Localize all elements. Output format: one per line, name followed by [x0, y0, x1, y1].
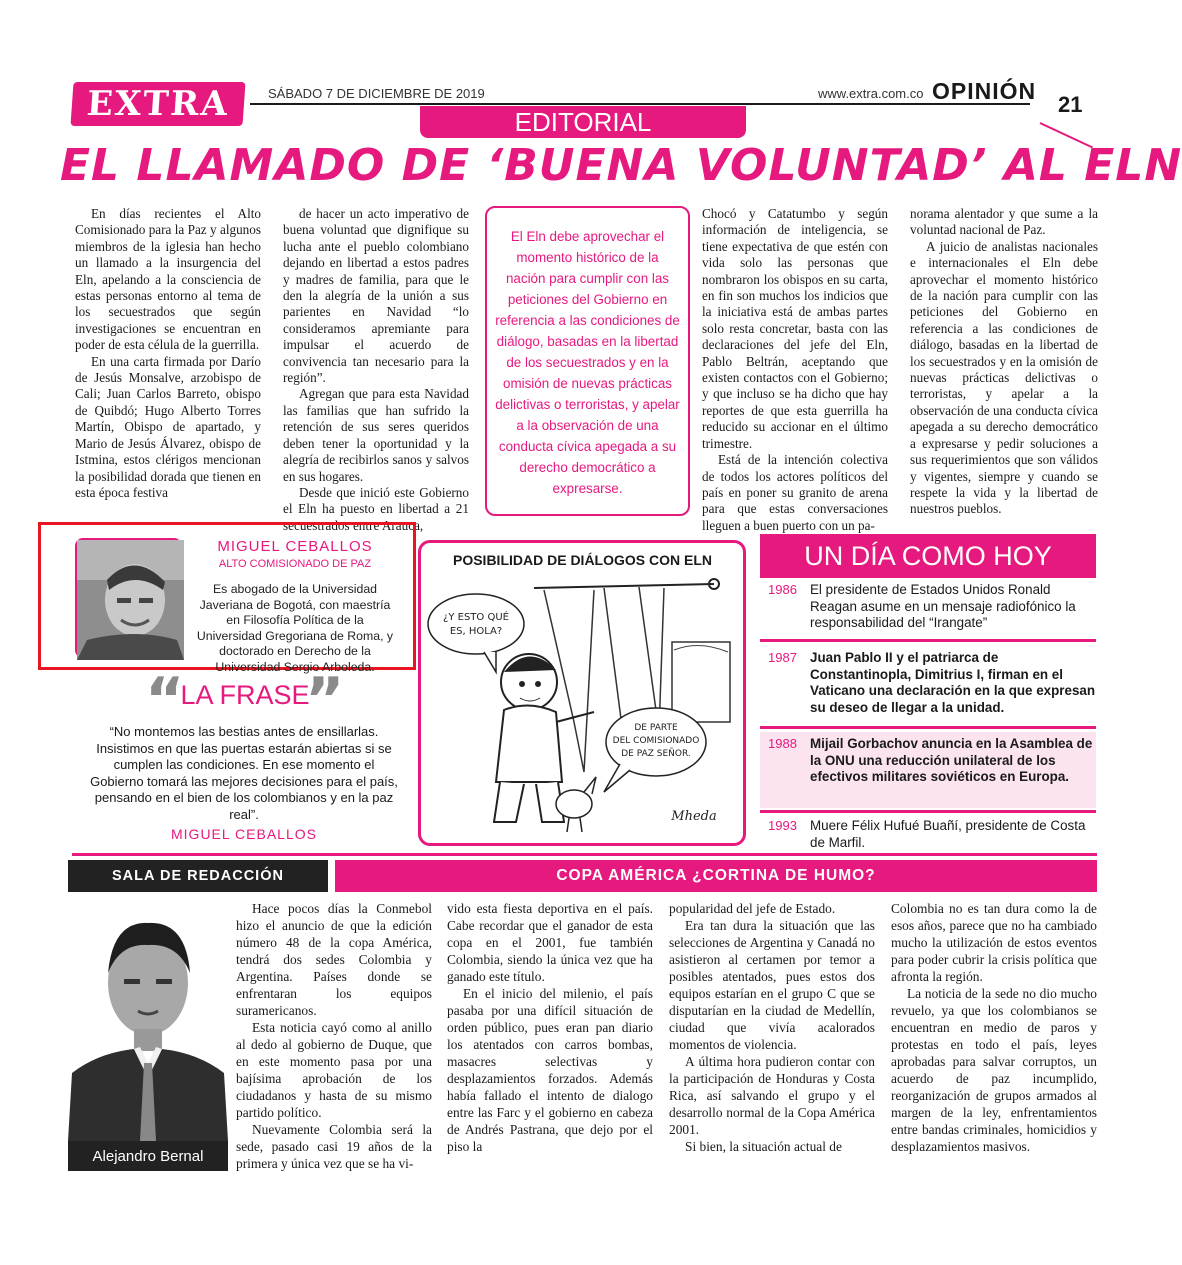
paragraph: Colombia no es tan dura como la de esos años, parece que no ha cambiado mucho la utilización de estos eventos para poder cubrir la crisis política que afronta la región.	[891, 901, 1097, 984]
column-text-1	[236, 900, 432, 1180]
cartoon-title: POSIBILIDAD DE DIÁLOGOS CON ELN	[452, 552, 712, 568]
cartoon-signature: Mheda	[671, 809, 717, 824]
column-text-2	[447, 900, 653, 1180]
un-dia-title: UN DÍA COMO HOY	[760, 534, 1096, 578]
event-year: 1987	[768, 650, 797, 665]
paragraph: Era tan dura la situación que las selecciones de Argentina y Canadá no asistieron al certamen por temor a posibles atentados, pues estos dos equipos estarían en el grupo C que se disputarían en la ciudad de Medellín, ciudad que vivía acalorados momentos de violencia.	[669, 918, 875, 1052]
event-separator	[760, 810, 1096, 813]
paragraph: A juicio de analistas nacionales e internacionales el Eln debe aprovechar el momento histórico de la nación para cumplir con las peticiones del Gobierno en referencia a las condiciones de diálogo, basadas en la libertad de los secuestrados y en la omisión de nuevas prácticas delictivas o terroristas, y apelar a la observación de una conducta cívica apegada a su derecho democrático a expresarse y pedir soluciones a sus requerimientos que son válidos y vigentes, siempre y cuando se respete la vida y la libertad de nuestros pueblos.	[910, 238, 1098, 517]
paragraph: Nuevamente Colombia será la sede, pasado casi 19 años de la primera y única vez que se ha vi-	[236, 1122, 432, 1171]
paragraph: En una carta firmada por Darío de Jesús Monsalve, arzobispo de Cali; Juan Carlos Barreto, obispo de Quibdó; Hugo Alberto Torres Martín, Obispo de apartado, y Mario de Jesús Álvarez, obispo de Istmina, estos clérigos mencionan la posibilidad dorada que tienen en esta época festiva	[75, 353, 261, 500]
editorial-column-1	[75, 206, 261, 516]
paragraph: vido esta fiesta deportiva en el país. Cabe recordar que el ganador de esta copa en el 2001, fue también Colombia, siendo la única vez que ha ganado este título.	[447, 901, 653, 984]
open-quote-icon: “	[145, 665, 185, 735]
paragraph: En días recientes el Alto Comisionado para la Paz y algunos miembros de la iglesia han hecho un llamado a la insurgencia del Eln, apelando a la consciencia de estas personas entorno al tema de los secuestrados que según investigaciones se encuentran en poder de esta célula de la guerrilla.	[75, 206, 261, 353]
issue-date: SÁBADO 7 DE DICIEMBRE DE 2019	[268, 86, 485, 101]
column-text-4	[891, 900, 1097, 1180]
profile-name: MIGUEL CEBALLOS	[217, 538, 373, 555]
event-1988	[760, 732, 1096, 808]
column-headline: COPA AMÉRICA ¿CORTINA DE HUMO?	[335, 860, 1097, 892]
event-separator	[760, 726, 1096, 729]
section-divider	[72, 853, 1097, 856]
profile-bio: Es abogado de la Universidad Javeriana de Bogotá, con maestría en Filosofía Política de la Universidad Gregoriana de Roma, y doctorado en Derecho de la Universidad Sergio Arboleda.	[196, 582, 394, 674]
event-year: 1986	[768, 582, 797, 597]
paragraph: A última hora pudieron contar con la participación de Honduras y Costa Rica, así salvando el grupo y el desarrollo normal de la Copa América 2001.	[669, 1054, 875, 1137]
paragraph: de hacer un acto imperativo de buena voluntad que dignifique su lucha ante el pueblo colombiano dejando en libertad a estos padres y madres de familia, para que le den la alegría de la unión a sus parientes en Navidad “lo consideramos apremiante para impulsar el acuerdo de convivencia tan necesario para la región”.	[283, 206, 469, 386]
person-portrait-icon	[68, 903, 228, 1141]
paragraph: Esta noticia cayó como al anillo al dedo al gobierno de Duque, que en este momento pasa por una bajísima aprobación de los ciudadanos y hasta de su mismo partido político.	[236, 1020, 432, 1120]
editorial-tab: EDITORIAL	[420, 106, 746, 138]
close-quote-icon: ”	[305, 665, 345, 735]
paragraph: En el inicio del milenio, el país pasaba por una difícil situación de orden público, pues eran pan diario los atentados con carros bombas, masacres selectivas y desplazamientos forzados. Además había fallado el intento de dialogo entre las Farc y el gobierno en cabeza de Andrés Pastrana, que dejo por el piso la	[447, 986, 653, 1154]
svg-text:ES, HOLA?: ES, HOLA?	[449, 626, 503, 637]
header-rule	[250, 103, 1030, 105]
section-name: OPINIÓN	[932, 78, 1037, 104]
column-text-3	[669, 900, 875, 1180]
paragraph: Está de la intención colectiva de todos los actores políticos del país en poner su granito de arena para que estas conversaciones lleguen a buen puerto con un pa-	[702, 452, 888, 533]
paragraph: Agregan que para esta Navidad las familias que han sufrido la retención de sus seres queridos deben tener la oportunidad y la alegría de recibirlos sanos y salvos en sus hogares.	[283, 386, 469, 484]
extra-logo: EXTRA	[70, 82, 245, 126]
section-label: SALA DE REDACCIÓN	[68, 860, 328, 892]
event-separator	[760, 639, 1096, 642]
paragraph: popularidad del jefe de Estado.	[669, 901, 836, 916]
paragraph: La noticia de la sede no dio mucho revuelo, ya que los colombianos se encuentran en medio de paros y protestas en todo el país, leyes aprobadas para salvar corruptos, un acuerdo de paz incumplido, reorganización de grupos armados al margen de la ley, enfrentamientos entre bandas criminales, homicidios y desplazamientos masivos.	[891, 986, 1097, 1154]
event-1986	[760, 582, 1096, 638]
event-1987	[760, 650, 1096, 724]
author-photo	[68, 903, 228, 1141]
page-number: 21	[1058, 92, 1083, 117]
editorial-headline: EL LLAMADO DE ‘BUENA VOLUNTAD’ AL ELN	[60, 140, 1182, 191]
event-text: Mijail Gorbachov anuncia en la Asamblea de la ONU una reducción unilateral de los efectivos militares soviéticos en Europa.	[810, 736, 1093, 784]
event-year: 1988	[768, 736, 797, 751]
editorial-column-3	[702, 206, 888, 533]
person-portrait-icon	[77, 540, 184, 660]
bubble-text-1: ¿Y ESTO QUÉ	[443, 612, 509, 623]
paragraph: Desde que inició este Gobierno el Eln ha puesto en libertad a 21 secuestrados entre Arauca,	[283, 484, 469, 533]
frase-author: MIGUEL CEBALLOS	[171, 826, 317, 842]
paragraph: Si bien, la situación actual de	[685, 1139, 842, 1154]
event-year: 1993	[768, 818, 797, 833]
editorial-column-2	[283, 206, 469, 533]
svg-text:DE PAZ SEÑOR.: DE PAZ SEÑOR.	[621, 749, 691, 759]
cartoon-drawing	[424, 572, 740, 840]
svg-text:DEL COMISIONADO: DEL COMISIONADO	[612, 736, 700, 746]
event-text: Juan Pablo II y el patriarca de Constantinopla, Dimitrius I, firman en el Vaticano una declaración en la que expresan su deseo de llegar a la unidad.	[810, 650, 1096, 715]
editorial-column-4	[910, 206, 1098, 516]
frase-title: LA FRASE	[180, 680, 310, 710]
paragraph: Chocó y Catatumbo y según información de inteligencia, se tiene expectativa de que estén con vida solo las personas que nombraron los obispos en su carta, en fin son muchos los indicios que la iniciativa está de ambas partes solo resta concretar, basta con las declaraciones del jefe del Eln, Pablo Beltrán, aceptando que existen contactos con el Gobierno; y que incluso se ha dicho que hay reportes de que esta guerrilla ha reducido su accionar en el último trimestre.	[702, 206, 888, 451]
event-1993	[760, 818, 1096, 852]
pull-quote: El Eln debe aprovechar el momento histórico de la nación para cumplir con las peticiones del Gobierno en referencia a las condiciones de diálogo, basadas en la libertad de los secuestrados y en la omisión de nuevas prácticas delictivas o terroristas, y apelar a la observación de una conducta cívica apegada a su derecho democrático a expresarse.	[485, 206, 690, 516]
paragraph: norama alentador y que sume a la voluntad nacional de Paz.	[910, 206, 1098, 238]
author-name: Alejandro Bernal	[68, 1141, 228, 1171]
profile-photo	[75, 538, 182, 658]
profile-title: ALTO COMISIONADO DE PAZ	[218, 558, 372, 570]
site-url[interactable]: www.extra.com.co	[818, 86, 924, 101]
event-text: El presidente de Estados Unidos Ronald Reagan asume en un mensaje radiofónico la responsabilidad del “Irangate”	[810, 582, 1076, 630]
paragraph: Hace pocos días la Conmebol hizo el anuncio de que la edición número 48 de la copa América, tendrá dos sedes Colombia y Argentina. Países donde se enfrentaran los equipos suramericanos.	[236, 901, 432, 1018]
bubble-text-2: DE PARTE	[634, 723, 678, 733]
event-text: Muere Félix Hufué Buañí, presidente de Costa de Marfil.	[810, 818, 1086, 850]
frase-quote: “No montemos las bestias antes de ensillarlas. Insistimos en que las puertas estarán abiertas si se cumplen las condiciones. En ese momento el Gobierno tomará las mejores decisiones para el país, pensando en el bien de los colombianos y en la paz real”.	[90, 724, 398, 822]
